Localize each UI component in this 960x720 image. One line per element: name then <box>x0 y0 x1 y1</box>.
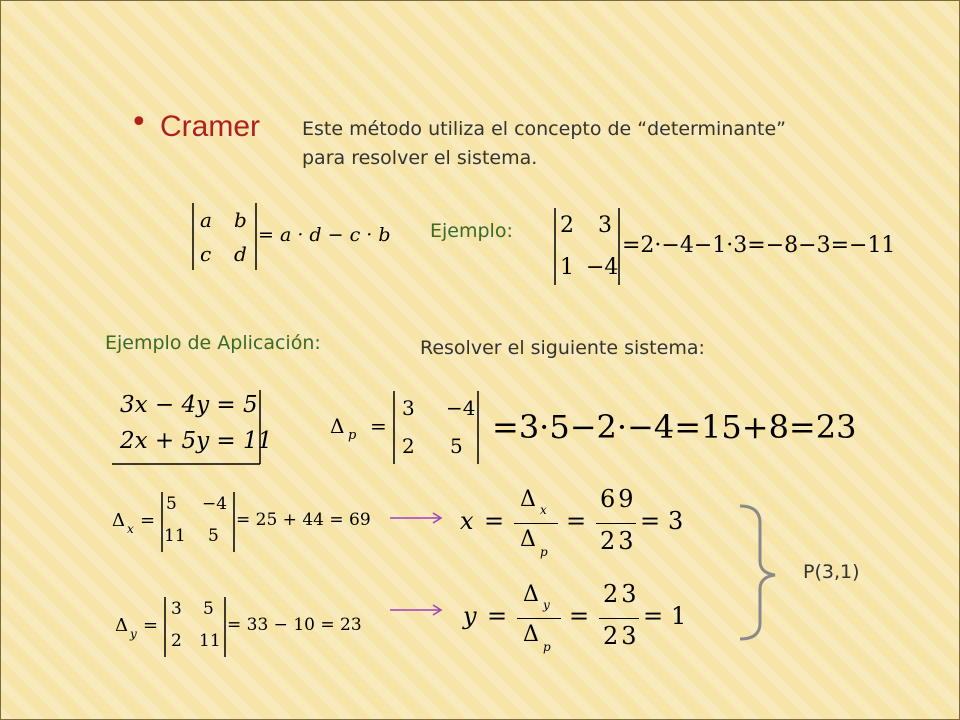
x-solution-eq2: = <box>566 507 587 535</box>
y-den-sub: p <box>543 640 551 654</box>
y-solution-eq2: = <box>569 602 590 630</box>
example-determinant <box>552 205 912 290</box>
equation-system <box>112 388 272 468</box>
delta-x-m22: 5 <box>208 526 219 546</box>
general-rhs: = a · d − c · b <box>258 224 391 246</box>
arrow-y-icon <box>388 600 448 620</box>
y-num-sub: y <box>543 598 550 612</box>
delta-p-rhs: =3·5−2·−4=15+8=23 <box>492 408 857 446</box>
x-den-sub: p <box>540 545 548 559</box>
x-den-symbol: Δ <box>520 527 536 552</box>
delta-p-m11: 3 <box>402 396 415 420</box>
x-frac-num: 69 <box>600 485 637 513</box>
y-frac-num: 23 <box>603 580 640 608</box>
delta-p-determinant: Δ p = 3 −4 2 5 =3·5−2·−4=15+8=23 <box>330 388 810 468</box>
x-solution-eq: = <box>484 507 505 535</box>
general-b: b <box>234 208 247 232</box>
delta-y-m22: 11 <box>199 631 221 651</box>
y-result: 1 <box>671 602 687 630</box>
example-m11: 2 <box>560 213 574 238</box>
delta-x-sub: x <box>127 522 134 536</box>
description <box>302 115 922 173</box>
example-label: Ejemplo: <box>430 220 513 242</box>
y-frac-den: 23 <box>603 622 640 650</box>
bullet-marker: • <box>130 105 148 140</box>
arrow-x-icon <box>388 508 448 528</box>
delta-p-m21: 2 <box>402 434 415 458</box>
example-m21: 1 <box>560 255 574 280</box>
delta-p-symbol: Δ <box>330 414 345 438</box>
example-m22: −4 <box>586 255 619 280</box>
solution-point: P(3,1) <box>803 561 860 583</box>
delta-x-rhs: = 25 + 44 = 69 <box>236 510 371 530</box>
delta-y-rhs: = 33 − 10 = 23 <box>227 615 362 635</box>
delta-x-m12: −4 <box>202 494 228 514</box>
y-fraction-bar <box>517 618 561 619</box>
y-frac-bar <box>599 618 639 619</box>
x-solution-var: x <box>460 507 474 535</box>
delta-p-m22: 5 <box>450 434 463 458</box>
general-a: a <box>200 208 212 232</box>
delta-y-symbol: Δ <box>115 615 128 636</box>
y-solution-var: y <box>463 602 477 630</box>
delta-x-symbol: Δ <box>112 510 125 531</box>
system-eq2: 2x + 5y = 11 <box>120 428 273 454</box>
solve-label: Resolver el siguiente sistema: <box>420 337 705 359</box>
y-solution-eq3: = <box>643 602 664 630</box>
x-solution <box>460 485 700 565</box>
system-eq1: 3x − 4y = 5 <box>120 392 258 418</box>
y-den-symbol: Δ <box>523 622 539 647</box>
delta-y-m12: 5 <box>203 599 214 619</box>
x-num-symbol: Δ <box>520 487 536 512</box>
delta-y-determinant: Δ y = 3 5 2 11 = 33 − 10 = 23 <box>115 595 395 660</box>
delta-x-m21: 11 <box>164 526 186 546</box>
y-num-symbol: Δ <box>523 582 539 607</box>
x-frac-bar <box>596 523 636 524</box>
example-rhs: =2·−4−1·3=−8−3=−11 <box>622 233 896 258</box>
delta-p-m12: −4 <box>446 396 476 420</box>
x-solution-eq3: = <box>640 507 661 535</box>
delta-y-sub: y <box>130 627 137 641</box>
x-fraction-bar <box>514 523 558 524</box>
description-line-1: Este método utiliza el concepto de “determinante” <box>302 118 786 140</box>
general-d: d <box>234 242 247 266</box>
general-c: c <box>200 242 212 266</box>
delta-p-sub: p <box>348 428 357 443</box>
x-frac-den: 23 <box>600 527 637 555</box>
application-label: Ejemplo de Aplicación: <box>105 332 321 354</box>
x-num-sub: x <box>540 503 547 517</box>
delta-x-determinant: Δ x = 5 −4 11 5 = 25 + 44 = 69 <box>112 490 392 555</box>
slide-title: Cramer <box>160 110 261 143</box>
description-line-2: para resolver el sistema. <box>302 147 538 169</box>
delta-y-m21: 2 <box>171 631 182 651</box>
general-determinant <box>190 200 390 275</box>
y-solution-eq: = <box>487 602 508 630</box>
example-m12: 3 <box>598 213 612 238</box>
delta-y-m11: 3 <box>171 599 182 619</box>
delta-x-m11: 5 <box>166 494 177 514</box>
x-result: 3 <box>668 507 684 535</box>
right-brace-icon <box>735 503 785 643</box>
y-solution <box>463 580 703 660</box>
